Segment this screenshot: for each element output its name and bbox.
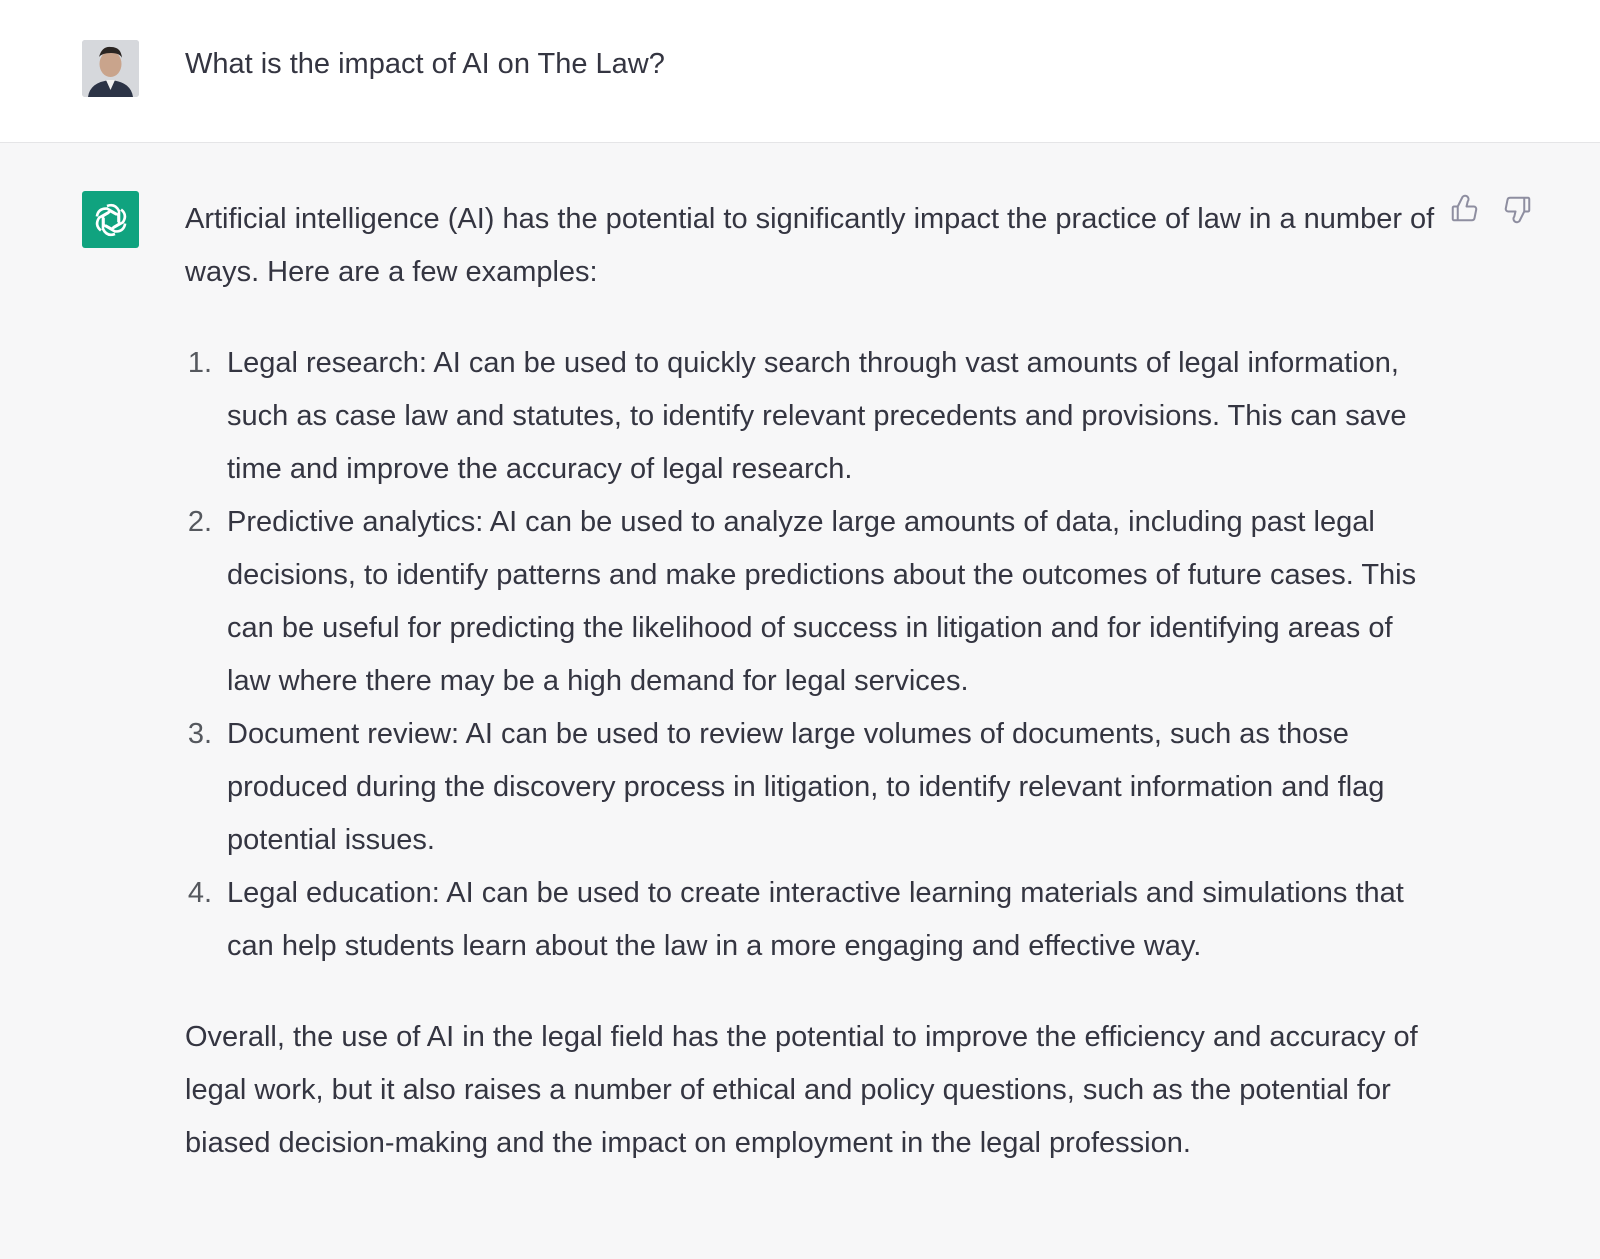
list-item-text: Legal education: AI can be used to create interactive learning materials and simulations that can help students learn about the law in a more engaging and effective way. [227,877,1404,962]
thumbs-up-button[interactable] [1448,193,1480,225]
user-avatar [82,40,139,97]
list-item [187,867,1435,973]
list-item-text: Legal research: AI can be used to quickly search through vast amounts of legal information, such as case law and statutes, to identify relevant precedents and provisions. This can save time and improve the accuracy of legal research. [227,347,1407,485]
assistant-message-content [185,193,1435,1170]
list-item-number: 2. [187,506,212,538]
user-message-text: What is the impact of AI on The Law? [185,48,665,80]
thumbs-down-button[interactable] [1502,193,1534,225]
thumbs-up-icon [1449,194,1479,224]
assistant-avatar [82,191,139,248]
assistant-message-row [0,143,1600,1259]
user-message-row [0,0,1600,143]
list-item-text: Document review: AI can be used to review large volumes of documents, such as those produced during the discovery process in litigation, to identify relevant information and flag potential issues. [227,718,1385,856]
list-item [187,337,1435,496]
list-item [187,708,1435,867]
list-item [187,496,1435,708]
examples-list [185,337,1435,973]
openai-logo-icon [91,200,131,240]
assistant-conclusion-text: Overall, the use of AI in the legal field has the potential to improve the efficiency and accuracy of legal work, but it also raises a number of ethical and policy questions, such as the potential for biased decision-making and the impact on employment in the legal profession. [185,1021,1418,1159]
feedback-buttons [1448,193,1534,225]
list-item-number: 3. [187,718,212,750]
assistant-intro-text: Artificial intelligence (AI) has the potential to significantly impact the practice of law in a number of ways. Here are a few examples: [185,203,1435,288]
list-item-number: 4. [187,877,212,909]
thumbs-down-icon [1503,194,1533,224]
list-item-text: Predictive analytics: AI can be used to analyze large amounts of data, including past legal decisions, to identify patterns and make predictions about the outcomes of future cases. This can be useful for predicting the likelihood of success in litigation and for identifying areas of law where there may be a high demand for legal services. [227,506,1417,697]
user-photo-avatar [82,40,139,97]
list-item-number: 1. [187,347,212,379]
